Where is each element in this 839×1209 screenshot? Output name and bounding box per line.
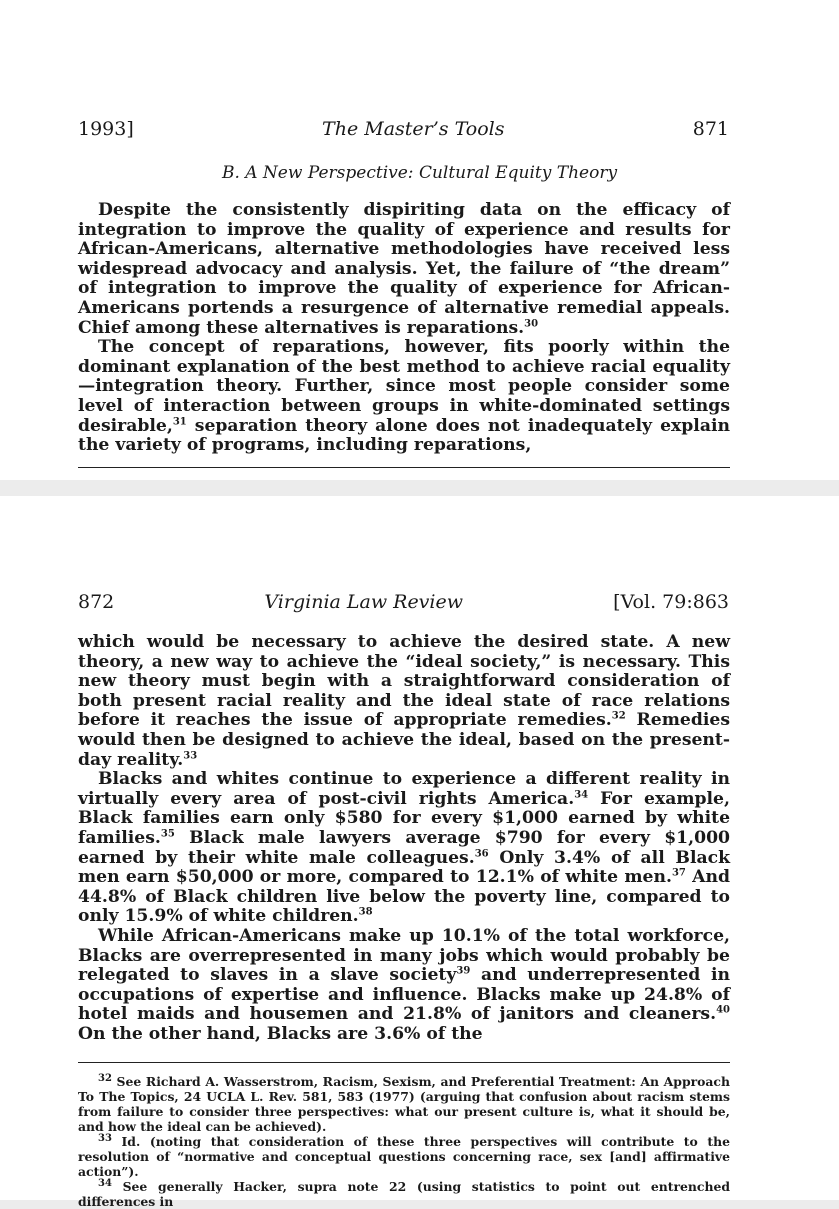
footnote-text: See Richard A. Wasserstrom, Racism, Sexism, and Preferential Treatment: An Approach To The Topics, 24 UCLA L. Rev. 581, 583 (1977) (arguing that confusion about racism stems from failure to consider three perspectives: what our present culture is, what it should be, and how the ideal can be achieved). [78, 1074, 730, 1134]
footnote-ref[interactable]: 34 [574, 789, 589, 801]
footnote-ref[interactable]: 35 [160, 828, 175, 840]
footnote-text: See generally Hacker, supra note 22 (using statistics to point out entrenched differences in [78, 1179, 730, 1209]
running-head-title: The Master’s Tools [322, 118, 505, 140]
body-text [78, 201, 730, 456]
text-run: On the other hand, Blacks are 3.6% of the [78, 1023, 483, 1044]
text-run: The concept of reparations, however, fits poorly within the dominant explanation of the best method to achieve racial equality—integration theory. Further, since most people consider some level of interaction between groups in white-dominated settings desirable, [78, 337, 730, 436]
running-head-volume: [Vol. 79:863 [613, 591, 729, 613]
footnote-ref[interactable]: 33 [183, 749, 198, 761]
footnote-ref[interactable]: 37 [671, 867, 686, 879]
text-run: For example, Black families earn only $580 for every $1,000 earned by white families. [78, 788, 730, 848]
running-head [78, 591, 729, 613]
page-number: 872 [78, 591, 115, 613]
section-heading: B. A New Perspective: Cultural Equity Theory [221, 163, 618, 183]
footnote-ref[interactable]: 39 [456, 965, 471, 977]
running-head-year: 1993] [78, 118, 134, 140]
text-run: And 44.8% of Black children live below the poverty line, compared to only 15.9% of white children. [78, 867, 730, 927]
footnote-ref[interactable]: 31 [172, 415, 187, 427]
text-run: and underrepresented in occupations of expertise and influence. Blacks make up 24.8% of hotel maids and housemen and 21.8% of janitors and cleaners. [78, 965, 730, 1025]
footnote-ref[interactable]: 36 [474, 847, 489, 859]
running-head [78, 118, 729, 140]
paragraph [78, 201, 730, 338]
footnote-ref[interactable]: 30 [524, 317, 539, 329]
paragraph [78, 927, 730, 1045]
footnote [78, 1177, 730, 1209]
text-run: Black male lawyers average $790 for every $1,000 earned by their white male colleagues. [78, 827, 730, 868]
footnote-ref[interactable]: 40 [716, 1004, 730, 1016]
footnote-divider [78, 467, 730, 468]
text-run: While African-Americans make up 10.1% of the total workforce, Blacks are overrepresented in many jobs which would probably be relegated to slaves in a slave society [78, 925, 730, 986]
text-run: Despite the consistently dispiriting data on the efficacy of integration to improve the quality of experience and results for African-Americans, alternative methodologies have received less widespread advocacy and analysis. Yet, the failure of “the dream” of integration to improve the quality of experience for African-Americans portends a resurgence of alternative remedial appeals. Chief among these alternatives is reparations. [78, 200, 730, 338]
running-head-title: Virginia Law Review [264, 591, 464, 613]
footnote-number: 33 [98, 1132, 112, 1144]
footnote [78, 1134, 730, 1179]
body-text [78, 633, 730, 1044]
text-run: which would be necessary to achieve the desired state. A new theory, a new way to achieve the “ideal society,” is necessary. This new theory must begin with a straightforward consideration of both present racial reality and the ideal state of race relations before it reaches the issue of appropriate remedies. [78, 632, 730, 731]
page-871 [0, 0, 839, 480]
paragraph [78, 633, 730, 770]
footnote-number: 32 [98, 1072, 112, 1084]
footnote [78, 1074, 730, 1134]
paragraph [78, 338, 730, 456]
page-number: 871 [692, 118, 729, 140]
footnote-divider [78, 1062, 730, 1063]
paragraph [78, 770, 730, 927]
text-run: separation theory alone does not inadequately explain the variety of programs, including reparations, [78, 415, 730, 456]
footnote-ref[interactable]: 38 [358, 906, 373, 918]
text-run: Remedies would then be designed to achieve the ideal, based on the present-day reality. [78, 710, 730, 770]
text-run: Only 3.4% of all Black men earn $50,000 or more, compared to 12.1% of white men. [78, 847, 730, 888]
page-872 [0, 496, 839, 1209]
footnote-ref[interactable]: 32 [611, 710, 626, 722]
footnote-text: Id. (noting that consideration of these three perspectives will contribute to the resolution of “normative and conceptual questions concerning race, sex [and] affirmative action”). [78, 1134, 730, 1179]
footnote-number: 34 [98, 1177, 112, 1189]
text-run: Blacks and whites continue to experience a different reality in virtually every area of post-civil rights America. [78, 769, 730, 809]
footnotes [78, 1072, 730, 1209]
